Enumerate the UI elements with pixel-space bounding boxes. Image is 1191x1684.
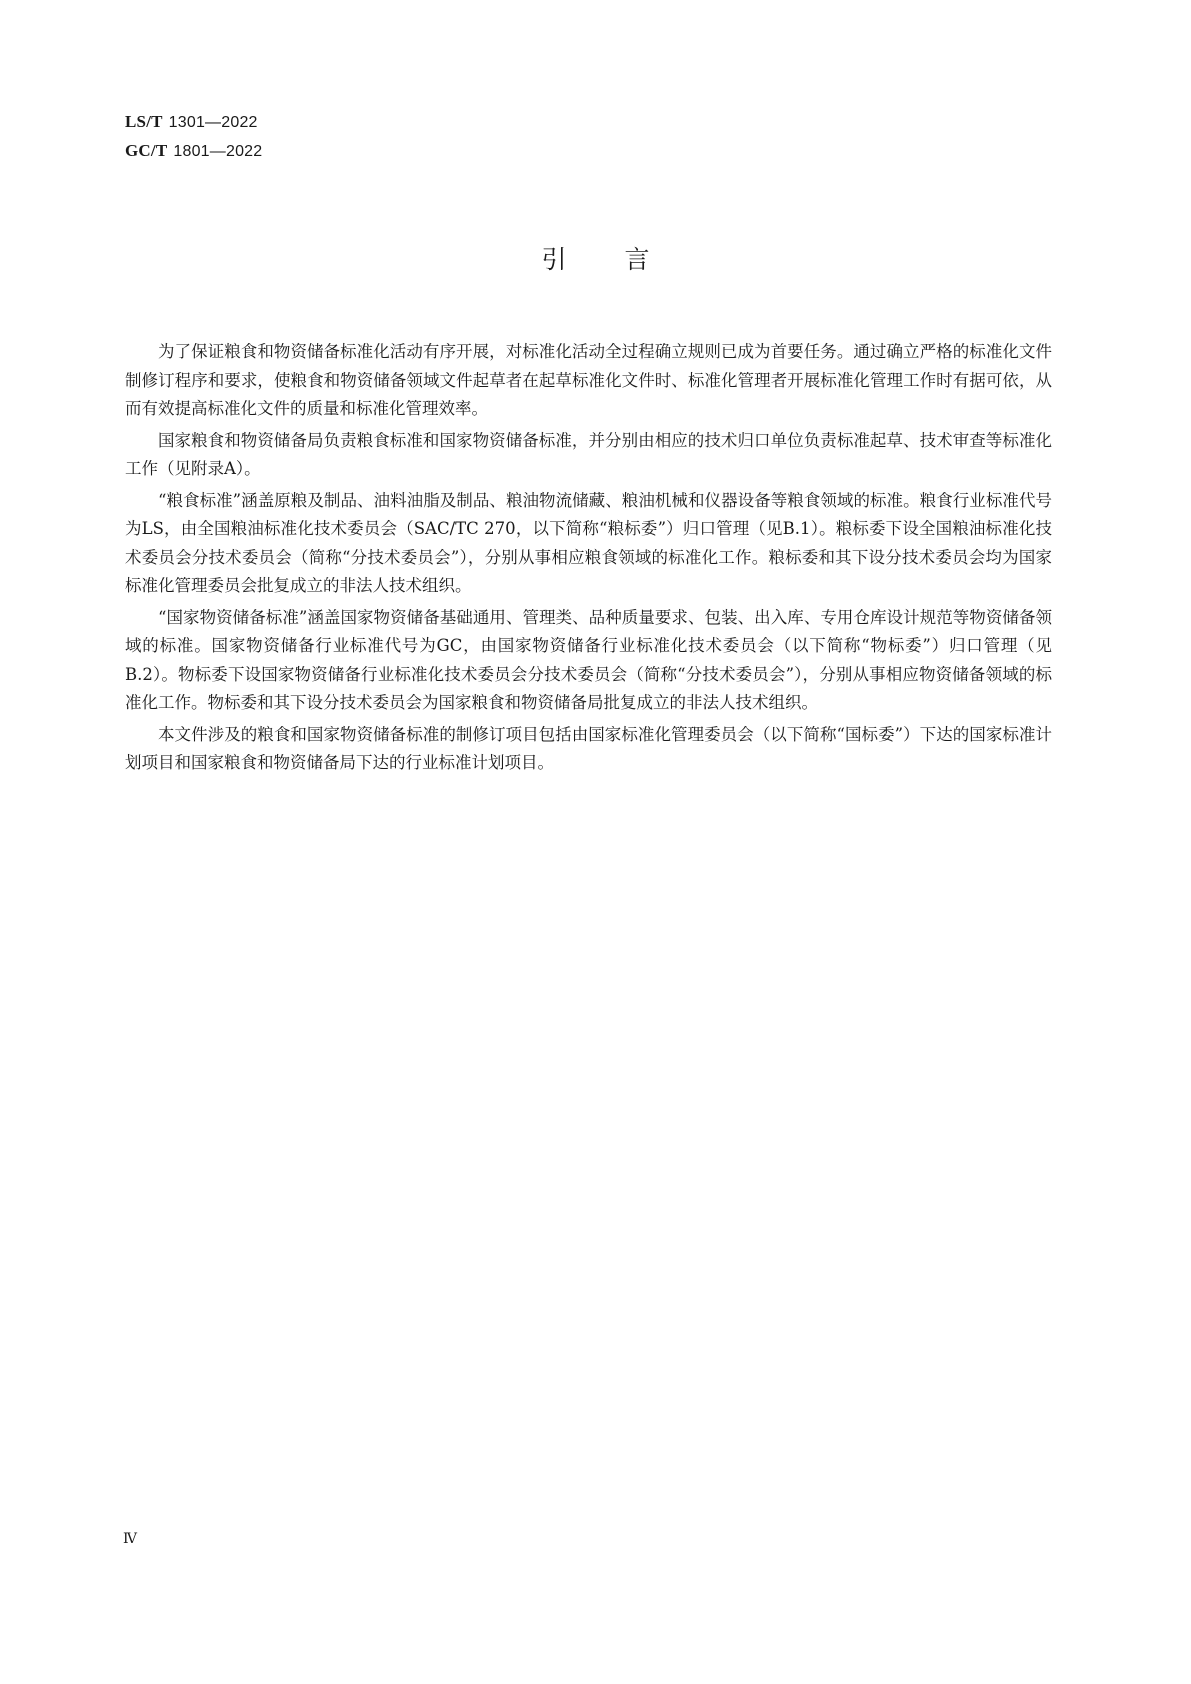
standard-code-ls	[125, 108, 262, 137]
standard-codes	[125, 108, 262, 166]
paragraph: 国家粮食和物资储备局负责粮食标准和国家物资储备标准，并分别由相应的技术归口单位负责标准起草、技术审查等标准化工作（见附录A）。	[125, 430, 1052, 478]
standard-code-prefix: LS/T	[125, 112, 163, 131]
paragraph: “国家物资储备标准”涵盖国家物资储备基础通用、管理类、品种质量要求、包装、出入库、专用仓库设计规范等物资储备领域的标准。国家物资储备行业标准代号为GC，由国家物资储备行业标准化技术委员会（以下简称“物标委”）归口管理（见B.2）。物标委下设国家物资储备行业标准化技术委员会分技术委员会（简称“分技术委员会”），分别从事相应物资储备领域的标准化工作。物标委和其下设分技术委员会为国家粮食和物资储备局批复成立的非法人技术组织。	[125, 607, 1052, 712]
introduction-body	[125, 338, 1052, 781]
paragraph: 本文件涉及的粮食和国家物资储备标准的制修订项目包括由国家标准化管理委员会（以下简称“国标委”）下达的国家标准计划项目和国家粮食和物资储备局下达的行业标准计划项目。	[125, 724, 1052, 772]
standard-code-gc	[125, 137, 262, 166]
standard-code-number: 1801—2022	[173, 143, 263, 160]
standard-code-number: 1301—2022	[168, 114, 258, 131]
standard-code-prefix: GC/T	[125, 141, 168, 160]
paragraph: “粮食标准”涵盖原粮及制品、油料油脂及制品、粮油物流储藏、粮油机械和仪器设备等粮食领域的标准。粮食行业标准代号为LS，由全国粮油标准化技术委员会（SAC/TC 270，以下简称“粮标委”）归口管理（见B.1）。粮标委下设全国粮油标准化技术委员会分技术委员会（简称“分技术委员会”），分别从事相应粮食领域的标准化工作。粮标委和其下设分技术委员会均为国家标准化管理委员会批复成立的非法人技术组织。	[125, 490, 1052, 595]
section-title: 引言	[541, 245, 708, 274]
paragraph: 为了保证粮食和物资储备标准化活动有序开展，对标准化活动全过程确立规则已成为首要任务。通过确立严格的标准化文件制修订程序和要求，使粮食和物资储备领域文件起草者在起草标准化文件时、标准化管理者开展标准化管理工作时有据可依，从而有效提高标准化文件的质量和标准化管理效率。	[125, 342, 1052, 418]
page-number: Ⅳ	[123, 1532, 137, 1547]
